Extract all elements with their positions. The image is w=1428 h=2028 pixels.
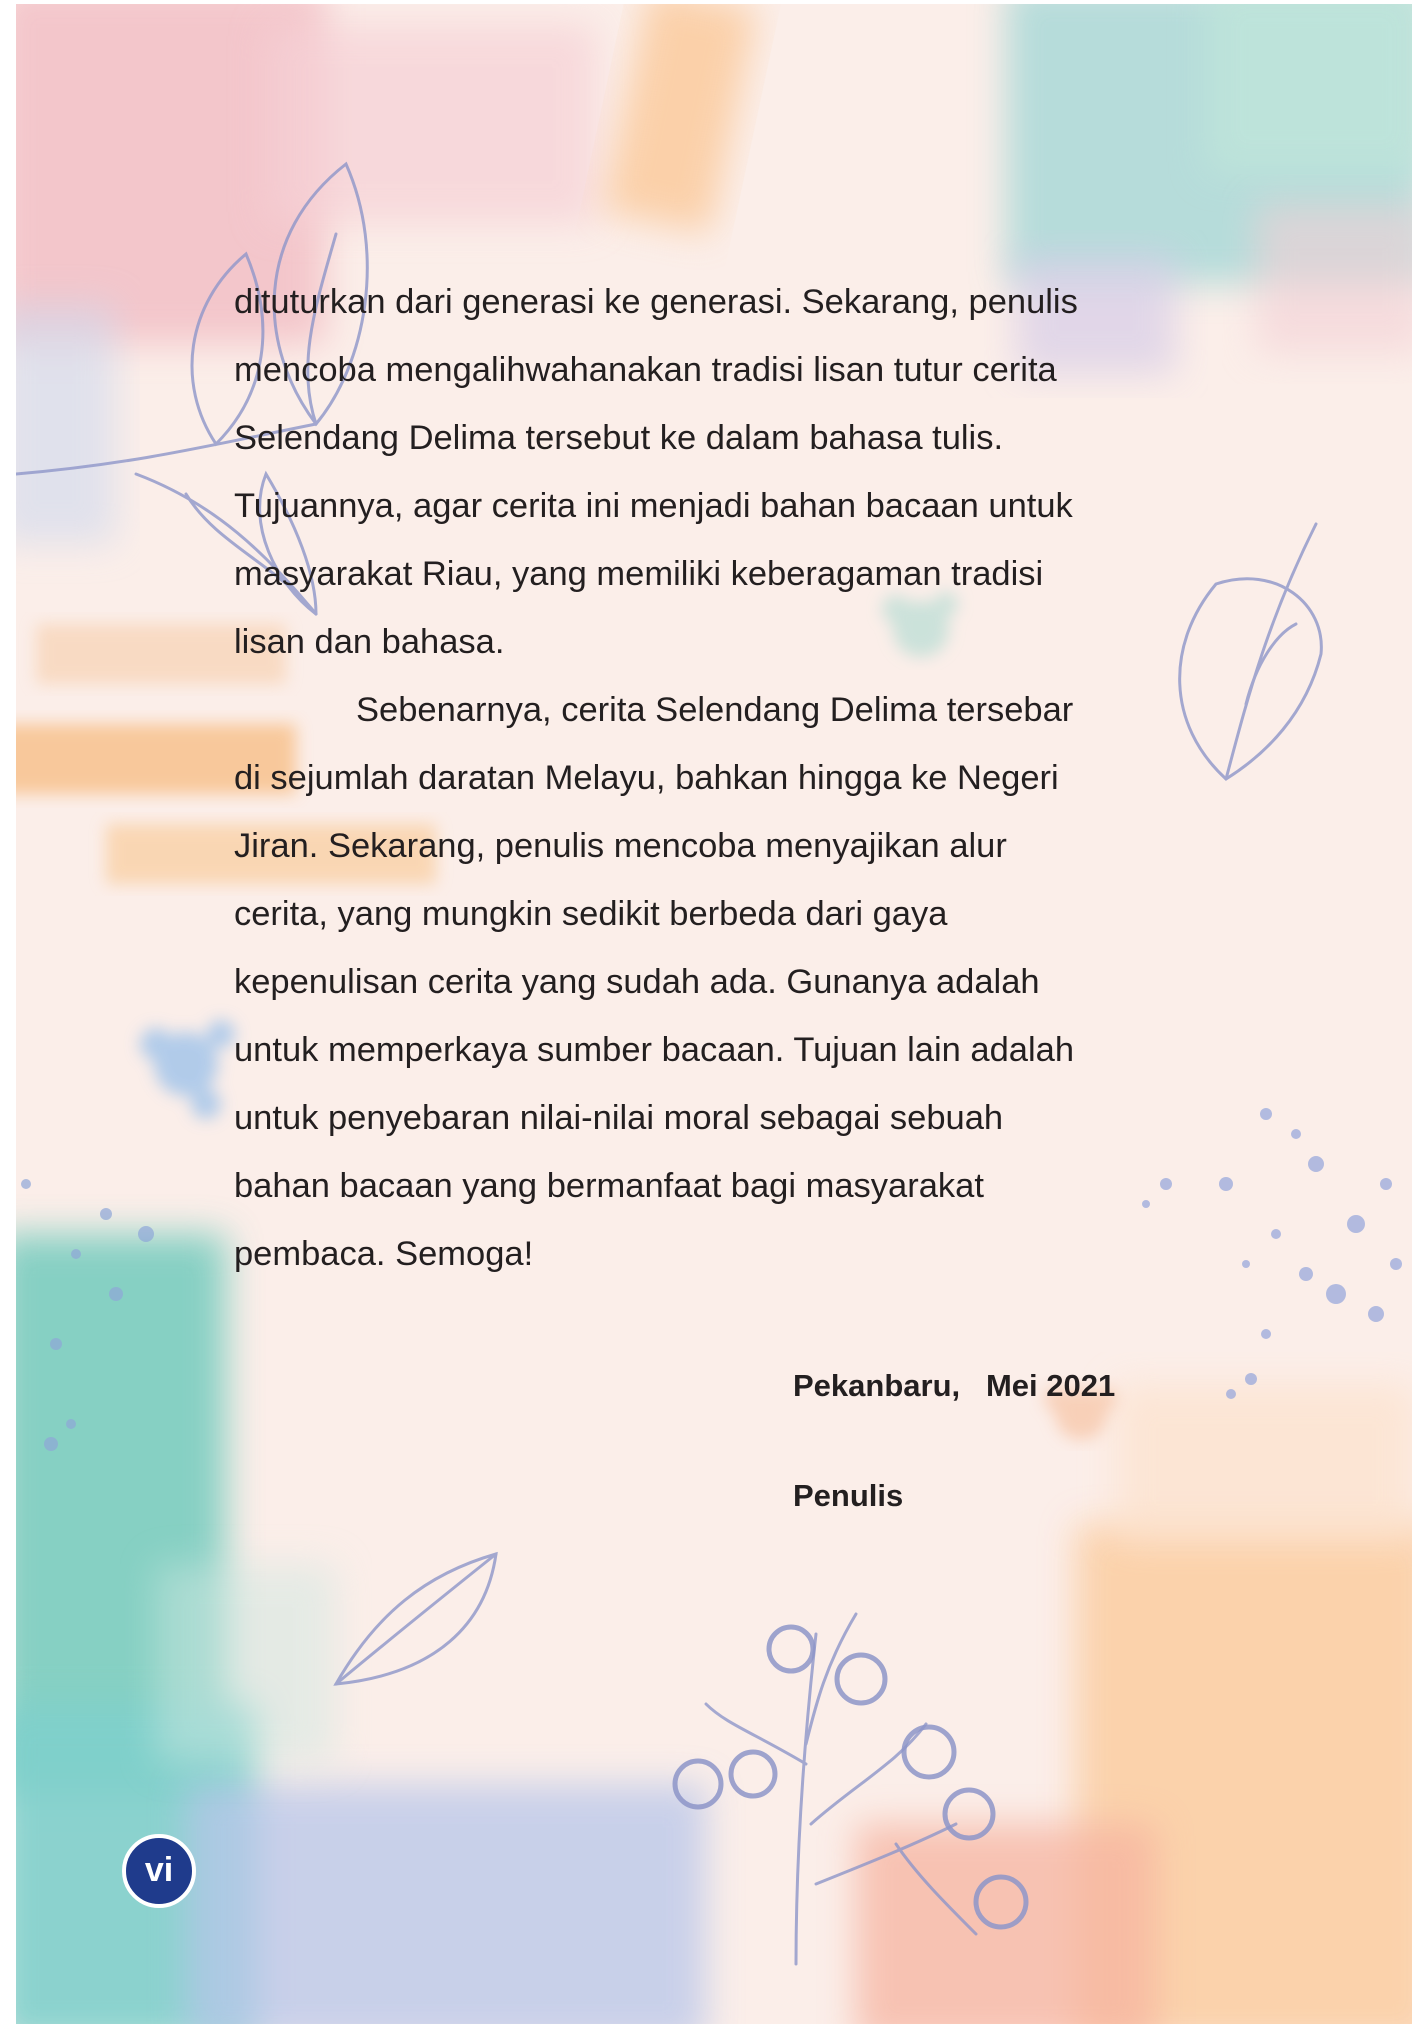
paragraph-1: dituturkan dari generasi ke generasi. Sekarang, penulis mencoba mengalihwahanakan tradisi lisan tutur cerita Selendang Delima tersebut ke dalam bahasa tulis. Tujuannya, agar cerita ini menjadi bahan bacaan untuk masyarakat Riau, yang memiliki keberagaman tradisi lisan dan bahasa. xyxy=(234,283,1078,661)
signature-place-date: Pekanbaru, Mei 2021 xyxy=(793,1368,1116,1403)
signature-author: Penulis xyxy=(793,1478,904,1513)
paragraph-2: Sebenarnya, cerita Selendang Delima tersebar di sejumlah daratan Melayu, bahkan hingga ke Negeri Jiran. Sekarang, penulis mencoba menyajikan alur cerita, yang mungkin sedikit berbeda dari gaya kepenulisan cerita yang sudah ada. Gunanya adalah untuk memperkaya sumber bacaan. Tujuan lain adalah untuk penyebaran nilai-nilai moral sebagai sebuah bahan bacaan yang bermanfaat bagi masyarakat pembaca. Semoga! xyxy=(234,691,1075,1273)
body-text xyxy=(234,268,1234,1288)
book-page xyxy=(16,4,1412,2024)
page-number-badge: vi xyxy=(122,1834,196,1908)
